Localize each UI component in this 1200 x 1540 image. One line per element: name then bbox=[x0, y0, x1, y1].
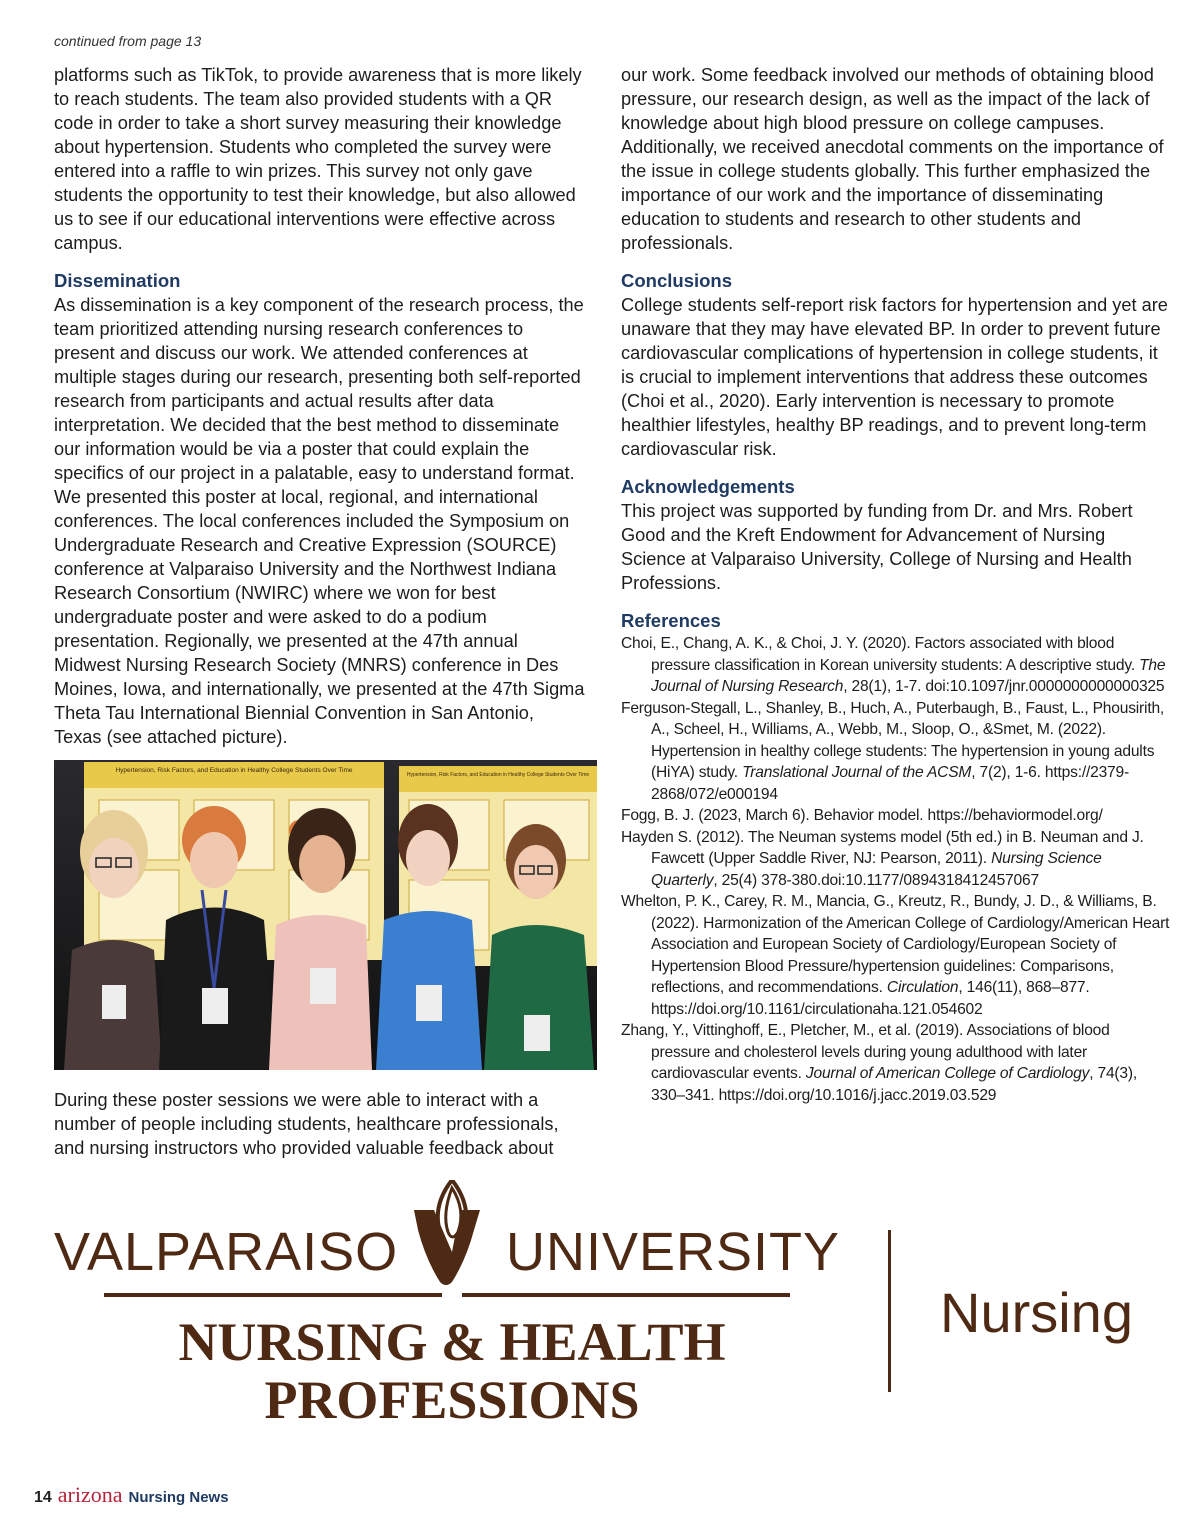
reference-item: Ferguson-Stegall, L., Shanley, B., Huch, A., Puterbaugh, B., Faust, L., Phousirith, A., Scheel, H., Williams, A., Webb, M., Sloop, O., &Smet, M. (2022). Hypertension in healthy college students: The hypertension in young adults (HiYA) study. Translational Journal of the ACSM, 7(2), 1-6. https://2379-2868/072/e000194 bbox=[621, 699, 1165, 803]
reference-item: Whelton, P. K., Carey, R. M., Mancia, G., Kreutz, R., Bundy, J. D., & Williams, B. (2022). Harmonization of the American College of Cardiology/American Heart Association and European Society of Cardiology/European Society of Hypertension Blood Pressure/hypertension guidelines: Comparisons, reflections, and recommendations. Circulation, 146(11), 868–877. https://doi.org/10.1161/circulationaha.121.054602 bbox=[621, 893, 1170, 1018]
magazine-title: Nursing News bbox=[128, 1489, 229, 1506]
references-heading: References bbox=[621, 610, 721, 631]
conclusions-heading: Conclusions bbox=[621, 270, 733, 291]
right-poster-title: Hypertension, Risk Factors, and Education in Healthy College Students Over Time bbox=[406, 772, 590, 778]
dissemination-paragraph: As dissemination is a key component of the research process, the team prioritized attending nursing research conferences to present and discuss our work. We attended conferences at multiple stages during our research, presenting both self-reported research from participants and actual results after data interpretation. We decided that the best method to disseminate our information would be via a poster that could explain the specifics of our project in a palatable, easy to understand format. We presented this poster at local, regional, and international conferences. The local conferences included the Symposium on Undergraduate Research and Creative Expression (SOURCE) conference at Valparaiso University and the Northwest Indiana Research Consortium (NWIRC) where we won for best undergraduate poster and were asked to do a podium presentation. Regionally, we presented at the 47th annual Midwest Nursing Research Society (MNRS) conference in Des Moines, Iowa, and internationally, we presented at the 47th Sigma Theta Tau International Biennial Convention in San Antonio, Texas (see attached picture). bbox=[54, 295, 585, 747]
after-photo-block bbox=[54, 1088, 586, 1160]
reference-item: Hayden S. (2012). The Neuman systems model (5th ed.) in B. Neuman and J. Fawcett (Upper Saddle River, NJ: Pearson, 2011). Nursing Science Quarterly, 25(4) 378-380.doi:10.1177/0894318412457067 bbox=[621, 828, 1144, 889]
logo-rule-right bbox=[462, 1293, 790, 1297]
valparaiso-logo bbox=[54, 1180, 1174, 1440]
conference-photo bbox=[54, 760, 597, 1070]
logo-word-right: UNIVERSITY bbox=[506, 1222, 841, 1282]
reference-item: Choi, E., Chang, A. K., & Choi, J. Y. (2020). Factors associated with blood pressure classification in Korean university students: A descriptive study. The Journal of Nursing Research, 28(1), 1-7. doi:10.1097/jnr.0000000000000325 bbox=[621, 635, 1166, 695]
dissemination-heading: Dissemination bbox=[54, 270, 181, 291]
feedback-paragraph: our work. Some feedback involved our methods of obtaining blood pressure, our research design, as well as the impact of the lack of knowledge about high blood pressure on college campuses. Additionally, we received anecdotal comments on the importance of the issue in college students globally. This further emphasized the importance of our work and the importance of disseminating education to students and research to other students and professionals. bbox=[621, 65, 1164, 253]
logo-line-3: PROFESSIONS bbox=[264, 1370, 640, 1430]
right-column bbox=[621, 63, 1171, 1106]
page-number: 14 bbox=[34, 1489, 52, 1506]
continued-note: continued from page 13 bbox=[54, 33, 202, 49]
left-poster-title: Hypertension, Risk Factors, and Education in Healthy College Students Over Time bbox=[115, 767, 353, 774]
magazine-brand: arizona bbox=[57, 1482, 123, 1507]
flame-emblem-icon bbox=[414, 1180, 480, 1285]
conference-photo-illustration bbox=[54, 760, 597, 1070]
logo-side-label: Nursing bbox=[940, 1281, 1133, 1344]
reference-item: Zhang, Y., Vittinghoff, E., Pletcher, M., et al. (2019). Associations of blood pressure and cholesterol levels during young adulthood with later cardiovascular events. Journal of American College of Cardiology, 74(3), 330–341. https://doi.org/10.1016/j.jacc.2019.03.529 bbox=[621, 1022, 1138, 1104]
reference-item: Fogg, B. J. (2023, March 6). Behavior model. https://behaviormodel.org/ bbox=[621, 807, 1103, 824]
page-footer bbox=[34, 1482, 229, 1508]
after-photo-paragraph: During these poster sessions we were able to interact with a number of people including students, healthcare professionals, and nursing instructors who provided valuable feedback about bbox=[54, 1090, 559, 1158]
logo-word-left: VALPARAISO bbox=[54, 1222, 399, 1282]
logo-divider bbox=[888, 1230, 891, 1392]
intro-paragraph: platforms such as TikTok, to provide awareness that is more likely to reach students. The team also provided students with a QR code in order to take a short survey measuring their knowledge about hypertension. Students who completed the survey were entered into a raffle to win prizes. This survey not only gave students the opportunity to test their knowledge, but also allowed us to see if our educational interventions were effective across campus. bbox=[54, 65, 582, 253]
conclusions-paragraph: College students self-report risk factors for hypertension and yet are unaware that they may have elevated BP. In order to prevent future cardiovascular complications of hypertension in college students, it is crucial to implement interventions that address these outcomes (Choi et al., 2020). Early intervention is necessary to promote healthier lifestyles, healthy BP readings, and to prevent long-term cardiovascular risk. bbox=[621, 295, 1168, 459]
acknowledgements-heading: Acknowledgements bbox=[621, 476, 795, 497]
acknowledgements-paragraph: This project was supported by funding from Dr. and Mrs. Robert Good and the Kreft Endowment for Advancement of Nursing Science at Valparaiso University, College of Nursing and Health Professions. bbox=[621, 501, 1133, 593]
university-logo bbox=[54, 1180, 1174, 1440]
references-list bbox=[621, 633, 1171, 1106]
left-column bbox=[54, 63, 586, 749]
logo-rule-left bbox=[104, 1293, 442, 1297]
logo-line-2: NURSING & HEALTH bbox=[178, 1312, 726, 1372]
